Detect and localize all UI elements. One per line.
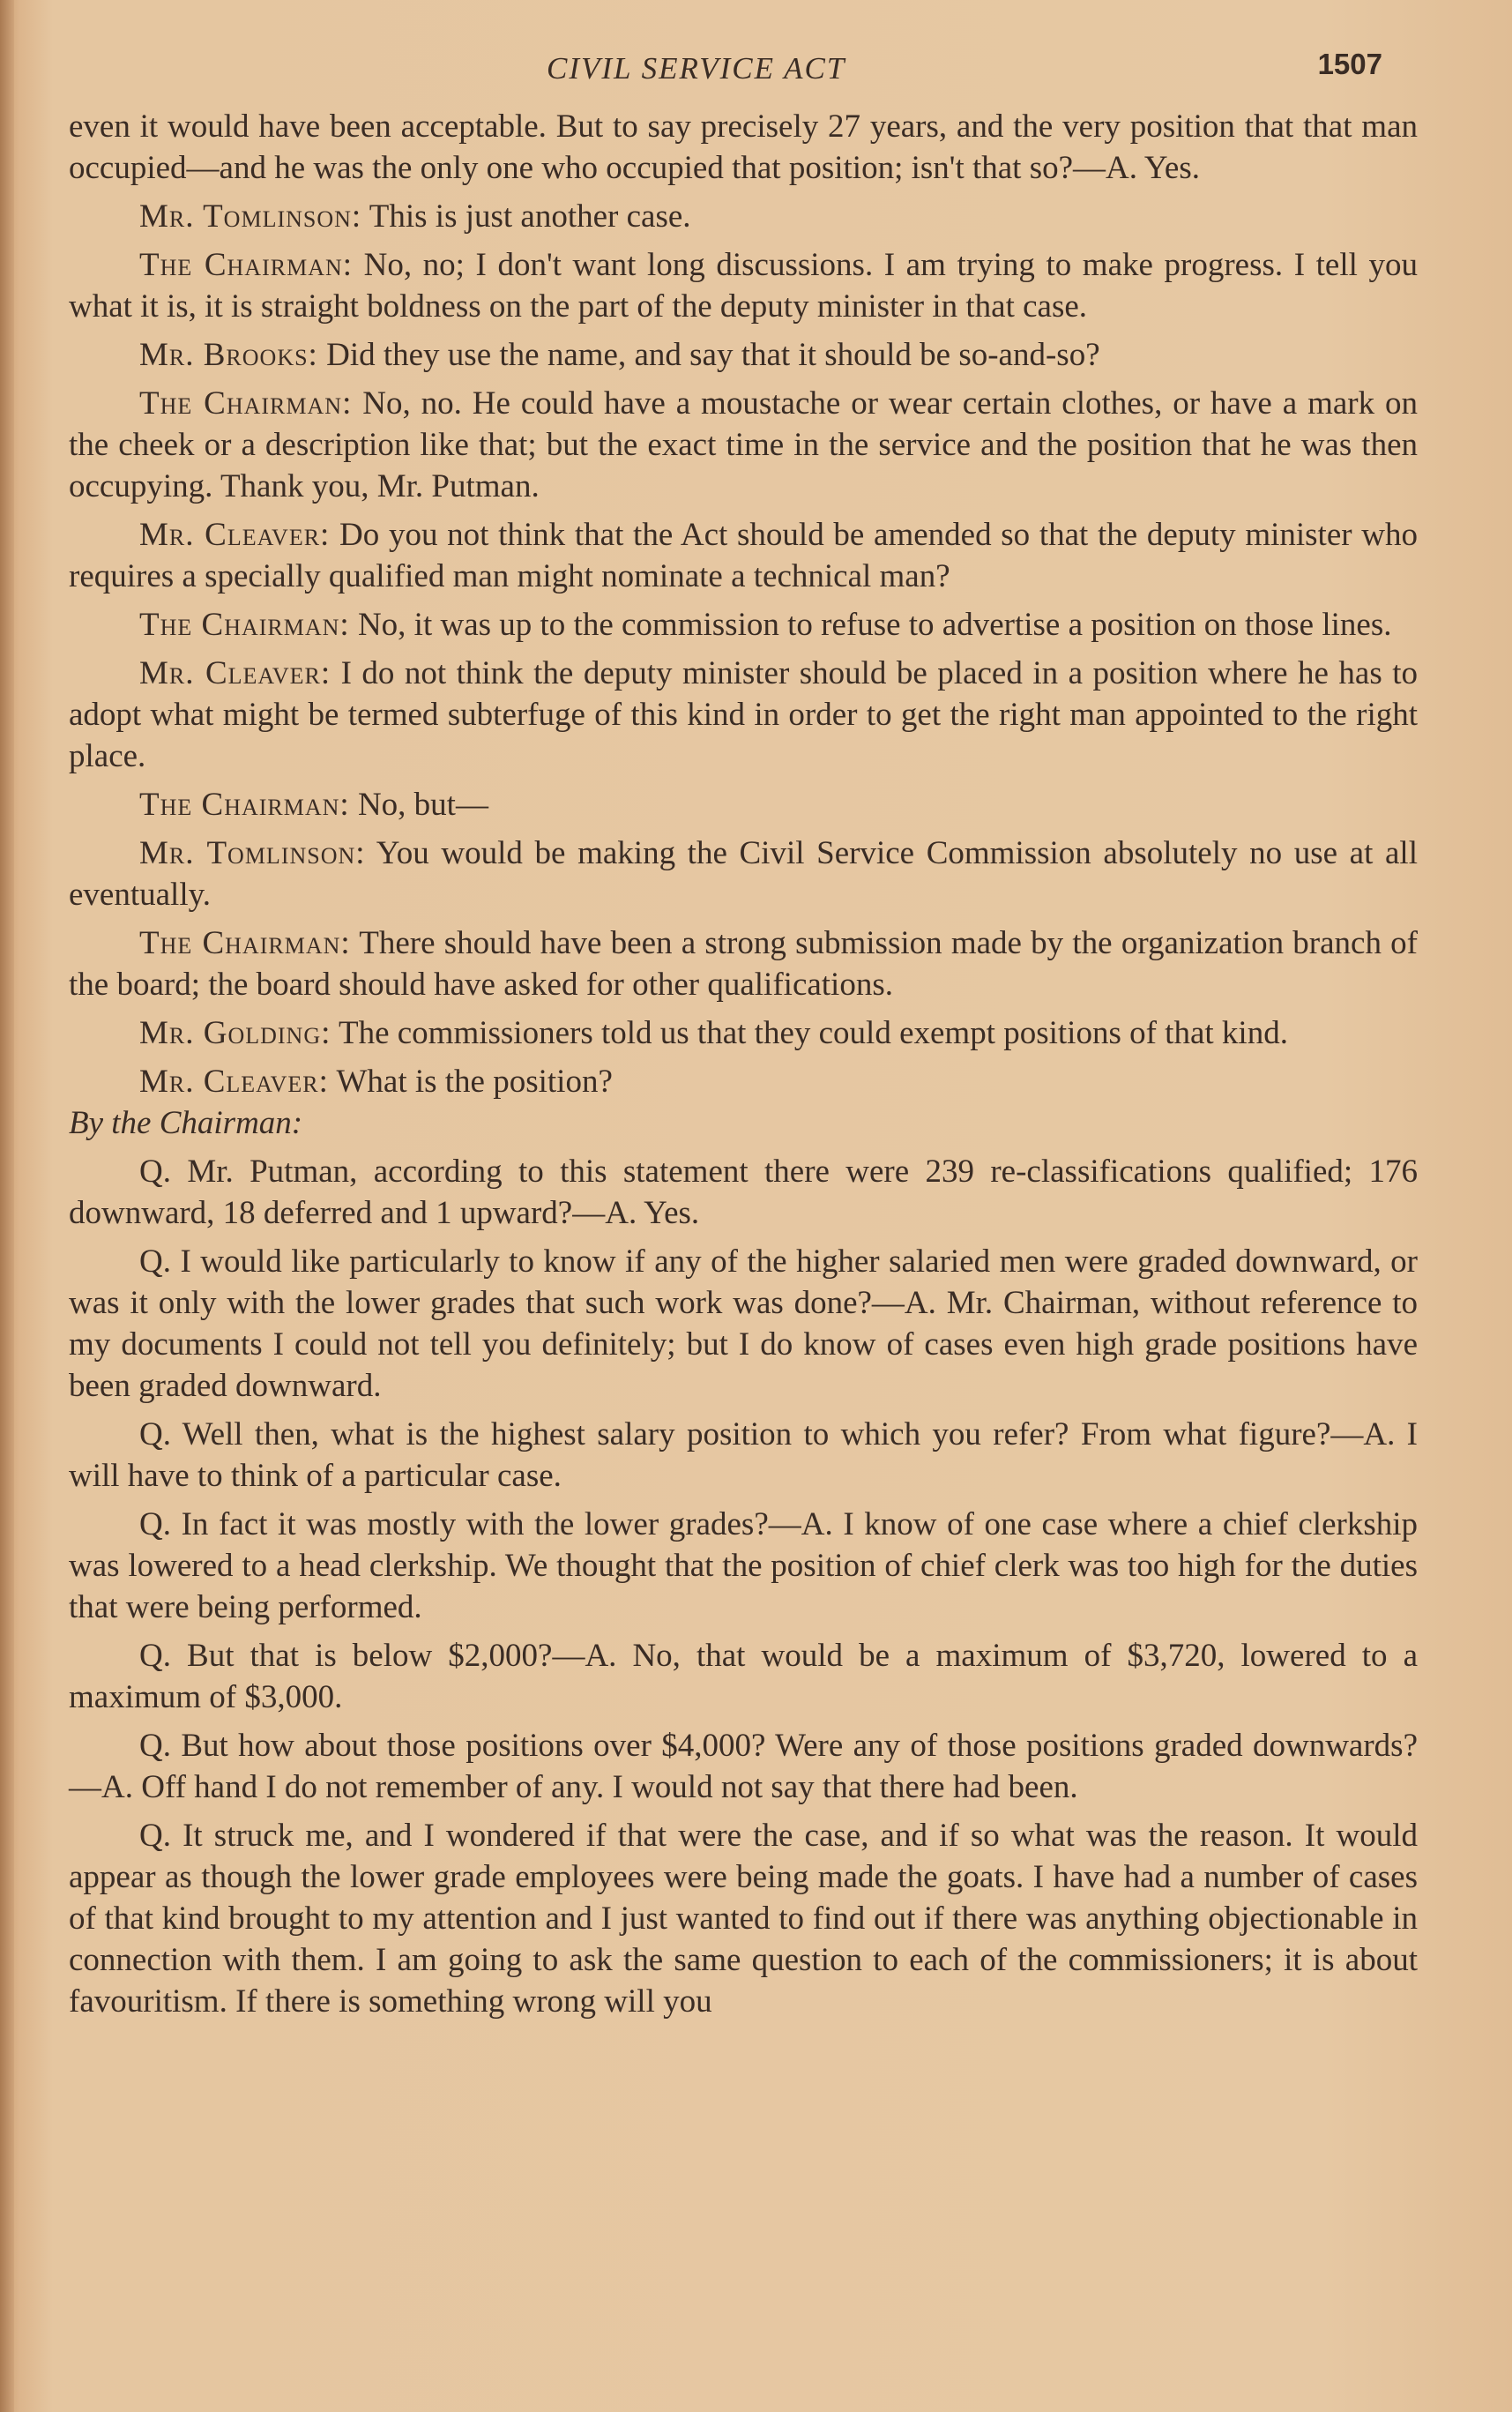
paragraph: The Chairman: There should have been a strong submission made by the organization branch of the board; the board should have asked for other qualifications.: [69, 925, 1418, 1003]
speaker-name: Mr. Tomlinson:: [139, 835, 366, 871]
document-body: [69, 106, 1418, 2022]
paragraph: The Chairman: No, no. He could have a moustache or wear certain clothes, or have a mark on the cheek or a description like that; but the exact time in the service and the position that he was then occupying. Thank you, Mr. Putman.: [69, 385, 1418, 504]
speaker-name: Mr. Brooks:: [139, 337, 318, 373]
speaker-name: The Chairman:: [139, 787, 350, 823]
paragraph: even it would have been acceptable. But to say precisely 27 years, and the very position that that man occupied—and he was the only one who occupied that position; isn't that so?—A. Yes.: [69, 108, 1418, 186]
speaker-name: The Chairman:: [139, 925, 351, 961]
speaker-name: Mr. Cleaver:: [139, 655, 331, 691]
paragraph: Mr. Golding: The commissioners told us that they could exempt positions of that kind.: [139, 1015, 1288, 1051]
paragraph: Mr. Cleaver: What is the position?: [139, 1064, 613, 1100]
running-title: CIVIL SERVICE ACT: [547, 51, 846, 86]
question-answer: Q. I would like particularly to know if any of the higher salaried men were graded downward, or was it only with the lower grades that such work was done?—A. Mr. Chairman, without reference to my documents I could not tell you definitely; but I do know of cases even high grade positions have been graded downward.: [69, 1243, 1418, 1404]
paragraph: Mr. Cleaver: I do not think the deputy minister should be placed in a position where he has to adopt what might be termed subterfuge of this kind in order to get the right man appointed to the right place.: [69, 655, 1419, 774]
paragraph: Mr. Tomlinson: This is just another case.: [139, 198, 691, 235]
paragraph: The Chairman: No, it was up to the commission to refuse to advertise a position on those lines.: [139, 607, 1392, 643]
question-answer: Q. But that is below $2,000?—A. No, that would be a maximum of $3,720, lowered to a maximum of $3,000.: [69, 1638, 1418, 1715]
question-answer: Q. Mr. Putman, according to this statement there were 239 re-classifications qualified; 176 downward, 18 deferred and 1 upward?—A. Yes.: [69, 1154, 1418, 1231]
page-binding-edge: [0, 0, 14, 2412]
paragraph: Mr. Brooks: Did they use the name, and say that it should be so-and-so?: [139, 337, 1100, 373]
speaker-name: The Chairman:: [139, 385, 353, 422]
page-number: 1507: [1317, 48, 1382, 80]
speaker-name: Mr. Cleaver:: [139, 1064, 329, 1100]
paragraph: Mr. Tomlinson: You would be making the Civil Service Commission absolutely no use at all eventually.: [69, 835, 1418, 913]
page-header: [71, 48, 1393, 95]
paragraph: Mr. Cleaver: Do you not think that the Act should be amended so that the deputy minister who requires a specially qualified man might nominate a technical man?: [69, 517, 1419, 594]
speaker-name: The Chairman:: [139, 247, 354, 283]
speaker-name: Mr. Tomlinson:: [139, 198, 362, 235]
speaker-name: The Chairman:: [139, 607, 350, 643]
paragraph: The Chairman: No, no; I don't want long discussions. I am trying to make progress. I tell you what it is, it is straight boldness on the part of the deputy minister in that case.: [69, 247, 1418, 325]
question-answer: Q. But how about those positions over $4,000? Were any of those positions graded downwards?—A. Off hand I do not remember of any. I would not say that there had been.: [69, 1728, 1418, 1805]
section-heading: By the Chairman:: [69, 1105, 303, 1141]
speaker-name: Mr. Golding:: [139, 1015, 331, 1051]
paragraph: The Chairman: No, but—: [139, 787, 488, 823]
question-answer: Q. It struck me, and I wondered if that were the case, and if so what was the reason. It would appear as though the lower grade employees were being made the goats. I have had a number of cases of that kind brought to my attention and I just wanted to find out if there was anything objectionable in connection with them. I am going to ask the same question to each of the commissioners; it is about favouritism. If there is something wrong will you: [69, 1818, 1418, 2020]
question-answer: Q. In fact it was mostly with the lower grades?—A. I know of one case where a chief clerkship was lowered to a head clerkship. We thought that the position of chief clerk was too high for the duties that were being performed.: [69, 1506, 1418, 1625]
question-answer: Q. Well then, what is the highest salary position to which you refer? From what figure?—A. I will have to think of a particular case.: [69, 1416, 1418, 1494]
speaker-name: Mr. Cleaver:: [139, 517, 331, 553]
